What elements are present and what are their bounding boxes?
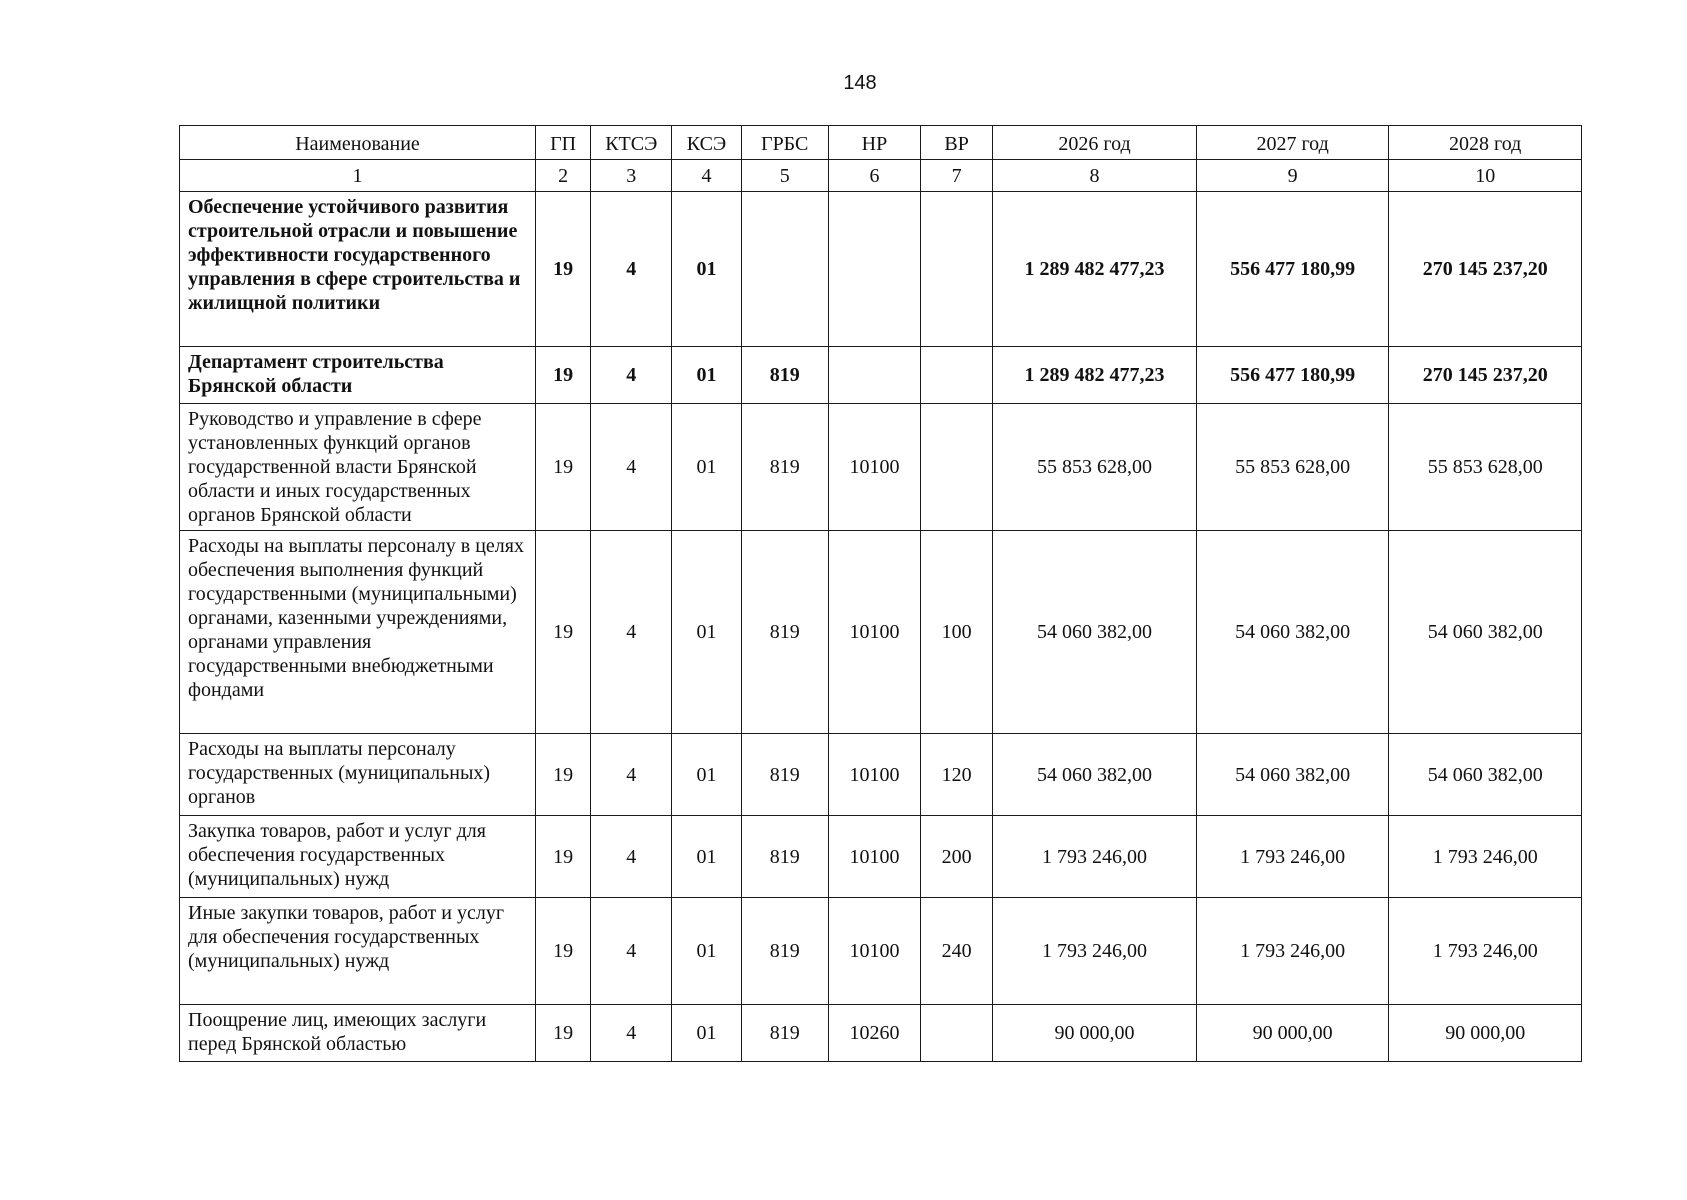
cell-ktse: 4: [591, 531, 672, 734]
cell-vr: [921, 347, 993, 404]
cell-kse: 01: [672, 192, 741, 347]
row-name: Обеспечение устойчивого развития строительной отрасли и повышение эффективности государственного управления в сфере строительства и жилищной политики: [180, 192, 536, 347]
header-name: Наименование: [180, 126, 536, 160]
cell-2026: 90 000,00: [993, 1005, 1197, 1062]
column-index: 2: [536, 160, 591, 192]
table-row-program: [180, 192, 1582, 347]
cell-vr: [921, 1005, 993, 1062]
cell-kse: 01: [672, 816, 741, 898]
cell-grbs: 819: [741, 347, 828, 404]
table-row: [180, 404, 1582, 531]
cell-ktse: 4: [591, 898, 672, 1005]
header-kse: КСЭ: [672, 126, 741, 160]
row-name: Поощрение лиц, имеющих заслуги перед Брянской областью: [180, 1005, 536, 1062]
cell-grbs: 819: [741, 531, 828, 734]
cell-gp: 19: [536, 898, 591, 1005]
cell-gp: 19: [536, 734, 591, 816]
header-nr: НР: [828, 126, 920, 160]
cell-2027: 556 477 180,99: [1196, 347, 1389, 404]
header-2027: 2027 год: [1196, 126, 1389, 160]
header-ktse: КТСЭ: [591, 126, 672, 160]
cell-grbs: 819: [741, 734, 828, 816]
cell-ktse: 4: [591, 734, 672, 816]
row-name: Расходы на выплаты персоналу государственных (муниципальных) органов: [180, 734, 536, 816]
cell-vr: 100: [921, 531, 993, 734]
cell-gp: 19: [536, 531, 591, 734]
header-grbs: ГРБС: [741, 126, 828, 160]
cell-ktse: 4: [591, 192, 672, 347]
cell-nr: 10100: [828, 734, 920, 816]
column-index-row: [180, 160, 1582, 192]
cell-2028: 1 793 246,00: [1389, 816, 1582, 898]
cell-grbs: 819: [741, 898, 828, 1005]
row-name: Иные закупки товаров, работ и услуг для обеспечения государственных (муниципальных) нужд: [180, 898, 536, 1005]
row-name: Расходы на выплаты персоналу в целях обеспечения выполнения функций государственными (муниципальными) органами, казенными учреждениями, органами управления государственными внебюджетными фондами: [180, 531, 536, 734]
header-2026: 2026 год: [993, 126, 1197, 160]
row-name: Закупка товаров, работ и услуг для обеспечения государственных (муниципальных) нужд: [180, 816, 536, 898]
table-header-row: [180, 126, 1582, 160]
cell-2027: 1 793 246,00: [1196, 816, 1389, 898]
cell-2028: 270 145 237,20: [1389, 192, 1582, 347]
cell-vr: 200: [921, 816, 993, 898]
cell-gp: 19: [536, 404, 591, 531]
header-gp: ГП: [536, 126, 591, 160]
cell-kse: 01: [672, 531, 741, 734]
cell-2026: 54 060 382,00: [993, 734, 1197, 816]
cell-vr: [921, 192, 993, 347]
cell-2028: 54 060 382,00: [1389, 531, 1582, 734]
cell-nr: [828, 192, 920, 347]
cell-ktse: 4: [591, 1005, 672, 1062]
cell-2028: 1 793 246,00: [1389, 898, 1582, 1005]
cell-2026: 1 793 246,00: [993, 816, 1197, 898]
header-vr: ВР: [921, 126, 993, 160]
cell-kse: 01: [672, 1005, 741, 1062]
cell-2026: 1 289 482 477,23: [993, 347, 1197, 404]
column-index: 9: [1196, 160, 1389, 192]
cell-2027: 556 477 180,99: [1196, 192, 1389, 347]
column-index: 5: [741, 160, 828, 192]
cell-ktse: 4: [591, 404, 672, 531]
cell-2026: 1 793 246,00: [993, 898, 1197, 1005]
cell-vr: [921, 404, 993, 531]
column-index: 7: [921, 160, 993, 192]
cell-vr: 120: [921, 734, 993, 816]
cell-2028: 270 145 237,20: [1389, 347, 1582, 404]
cell-kse: 01: [672, 404, 741, 531]
cell-gp: 19: [536, 816, 591, 898]
table-row: [180, 898, 1582, 1005]
column-index: 6: [828, 160, 920, 192]
cell-gp: 19: [536, 192, 591, 347]
table-row: [180, 734, 1582, 816]
cell-grbs: 819: [741, 404, 828, 531]
cell-grbs: 819: [741, 816, 828, 898]
cell-grbs: 819: [741, 1005, 828, 1062]
table-row-department: [180, 347, 1582, 404]
budget-table: [179, 125, 1582, 1062]
cell-vr: 240: [921, 898, 993, 1005]
table-row: [180, 816, 1582, 898]
cell-ktse: 4: [591, 816, 672, 898]
cell-2027: 55 853 628,00: [1196, 404, 1389, 531]
cell-nr: 10100: [828, 404, 920, 531]
cell-2027: 1 793 246,00: [1196, 898, 1389, 1005]
header-2028: 2028 год: [1389, 126, 1582, 160]
cell-ktse: 4: [591, 347, 672, 404]
cell-kse: 01: [672, 898, 741, 1005]
column-index: 3: [591, 160, 672, 192]
cell-2026: 1 289 482 477,23: [993, 192, 1197, 347]
table-row: [180, 531, 1582, 734]
table-row: [180, 1005, 1582, 1062]
cell-2027: 90 000,00: [1196, 1005, 1389, 1062]
page-number: 148: [843, 72, 877, 94]
cell-2028: 54 060 382,00: [1389, 734, 1582, 816]
cell-nr: 10100: [828, 531, 920, 734]
column-index: 1: [180, 160, 536, 192]
cell-grbs: [741, 192, 828, 347]
row-name: Руководство и управление в сфере установленных функций органов государственной власти Брянской области и иных государственных органов Брянской области: [180, 404, 536, 531]
cell-2026: 54 060 382,00: [993, 531, 1197, 734]
cell-nr: 10100: [828, 898, 920, 1005]
cell-2026: 55 853 628,00: [993, 404, 1197, 531]
cell-kse: 01: [672, 734, 741, 816]
cell-gp: 19: [536, 347, 591, 404]
cell-gp: 19: [536, 1005, 591, 1062]
row-name: Департамент строительства Брянской области: [180, 347, 536, 404]
cell-nr: [828, 347, 920, 404]
cell-2028: 55 853 628,00: [1389, 404, 1582, 531]
cell-kse: 01: [672, 347, 741, 404]
cell-nr: 10260: [828, 1005, 920, 1062]
cell-2028: 90 000,00: [1389, 1005, 1582, 1062]
cell-nr: 10100: [828, 816, 920, 898]
cell-2027: 54 060 382,00: [1196, 734, 1389, 816]
column-index: 8: [993, 160, 1197, 192]
column-index: 4: [672, 160, 741, 192]
column-index: 10: [1389, 160, 1582, 192]
cell-2027: 54 060 382,00: [1196, 531, 1389, 734]
